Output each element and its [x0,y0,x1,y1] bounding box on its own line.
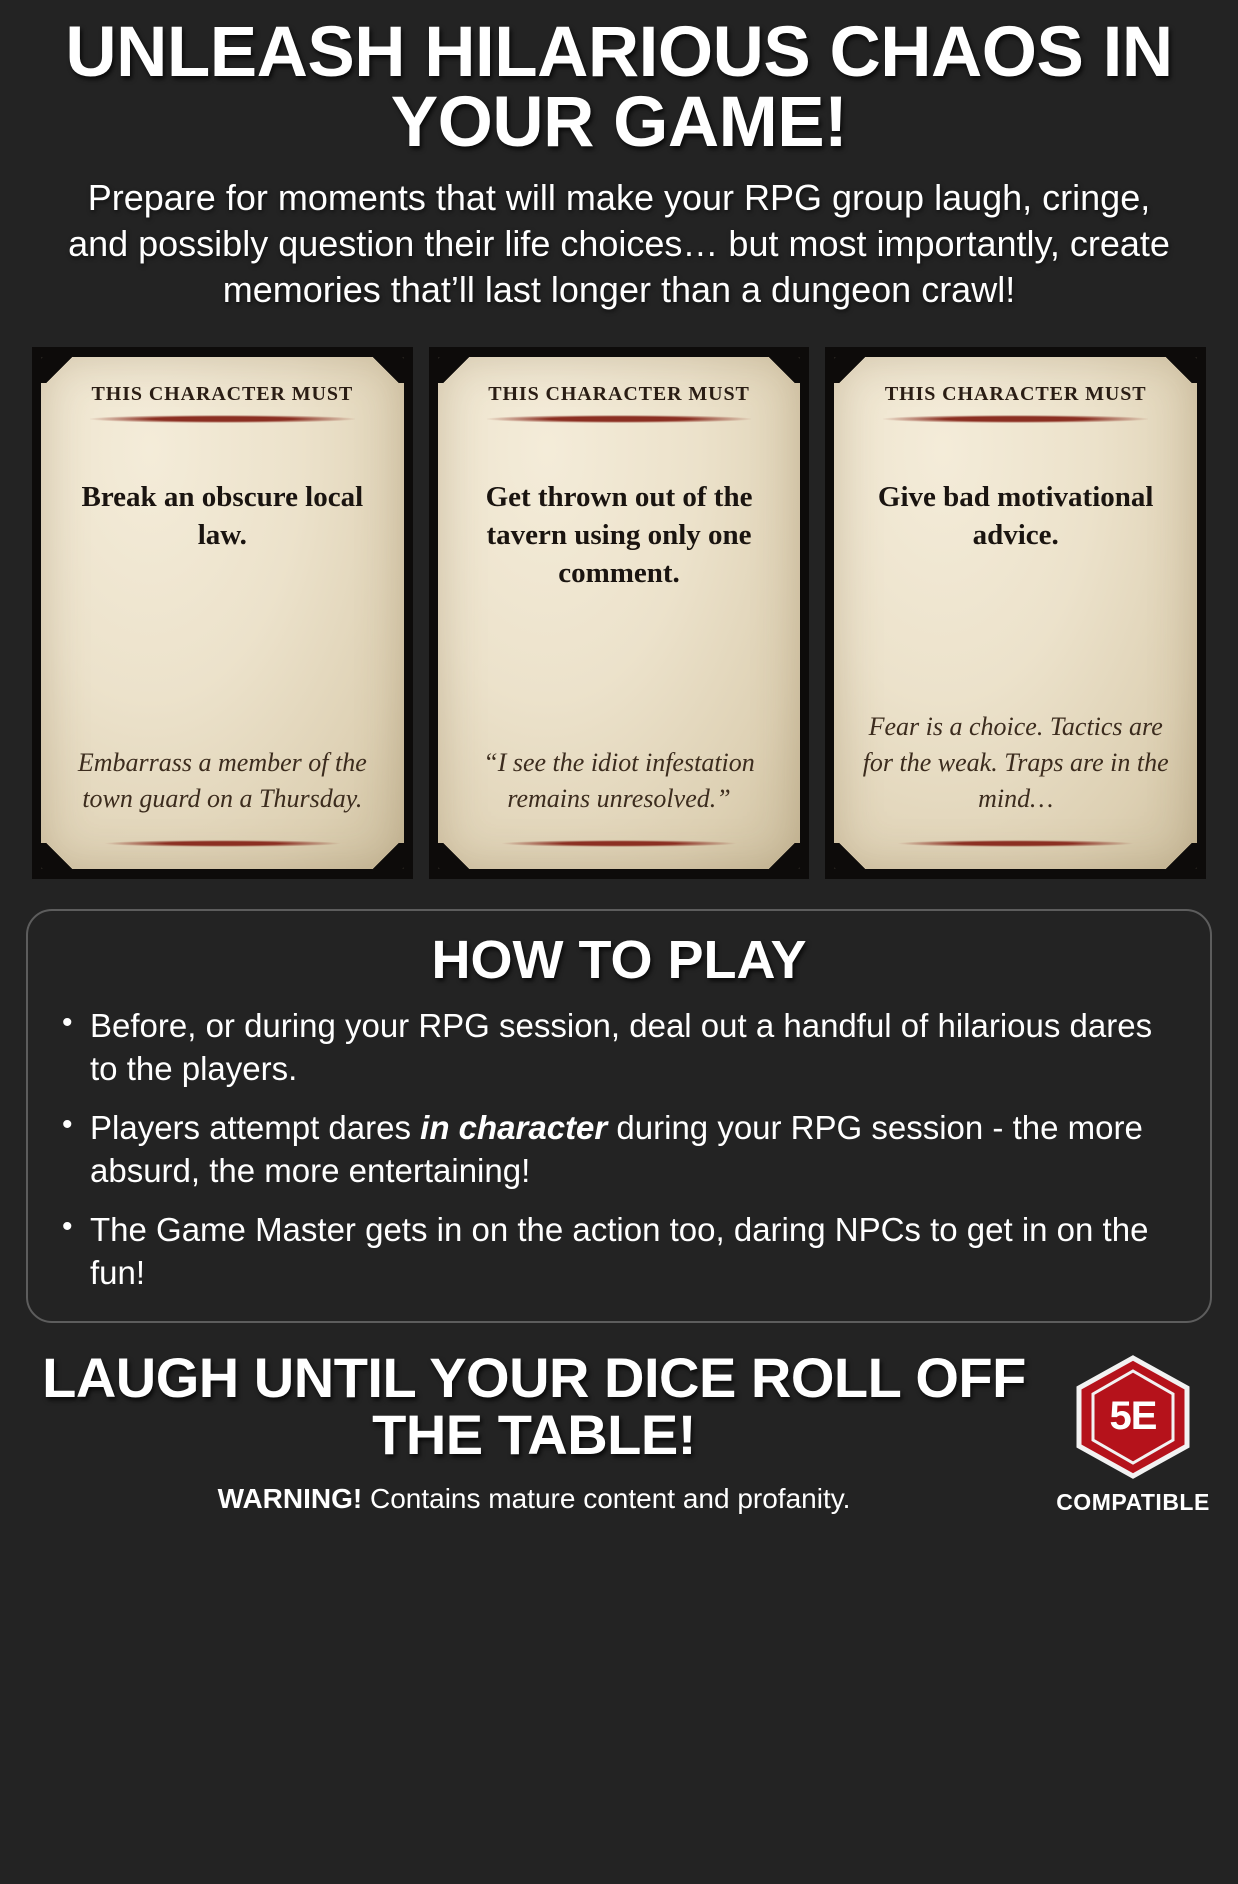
card-divider-bottom [500,840,739,847]
card-frame [429,347,810,879]
card-divider-bottom [896,840,1135,847]
list-item-emphasis: in character [420,1109,608,1147]
how-to-play-title: HOW TO PLAY [431,930,807,991]
corner-curl-icon [834,843,868,869]
content-warning [30,1483,1058,1515]
d20-icon [1073,1355,1193,1479]
page-title: UNLEASH HILARIOUS CHAOS IN YOUR GAME! [65,13,1173,162]
badge-sublabel: COMPATIBLE [1056,1488,1210,1515]
card-divider-top [883,415,1148,423]
badge-label: 5E [1109,1394,1157,1439]
list-item [54,1107,1184,1193]
card-flavor-text: Fear is a choice. Tactics are for the weak. Traps are in the mind… [862,711,1169,813]
card-header: THIS CHARACTER MUST [488,383,750,406]
dare-card[interactable] [41,357,404,869]
how-to-play-list [54,1005,1184,1294]
footer-title: LAUGH UNTIL YOUR DICE ROLL OFF THE TABLE! [42,1345,1026,1466]
footer-text-block [30,1345,1058,1515]
corner-curl-icon [41,843,75,869]
card-gallery [26,347,1212,879]
corner-curl-icon [766,843,800,869]
card-flavor-text: Embarrass a member of the town guard on a Thursday. [77,747,367,813]
page-subtitle: Prepare for moments that will make your RPG group laugh, cringe, and possibly question their life choices… but most importantly, create memories that’ll last longer than a dungeon crawl! [68,177,1170,311]
list-item [54,1209,1184,1295]
list-item-text: Before, or during your RPG session, deal out a handful of hilarious dares to the players. [90,1007,1153,1088]
corner-curl-icon [1163,843,1197,869]
card-divider-top [487,415,752,423]
how-to-play-panel [26,909,1212,1322]
card-divider-bottom [103,840,342,847]
dare-card[interactable] [834,357,1197,869]
content-warning-label: WARNING! [217,1482,363,1514]
card-header: THIS CHARACTER MUST [884,383,1147,406]
dare-card[interactable] [438,357,801,869]
list-item-text: Players attempt dares [90,1109,421,1147]
list-item-text-tail: during your RPG session - the more absurd, the more entertaining! [90,1109,1143,1190]
corner-curl-icon [438,843,472,869]
card-divider-top [90,415,355,423]
card-title: Get thrown out of the tavern using only one comment. [485,481,753,589]
card-title: Break an obscure local law. [81,481,364,552]
card-frame [825,347,1206,879]
compatibility-badge [1058,1355,1208,1516]
footer [26,1345,1212,1516]
content-warning-text: Contains mature content and profanity. [362,1482,851,1514]
corner-curl-icon [370,843,404,869]
list-item [54,1005,1184,1091]
card-header: THIS CHARACTER MUST [91,383,354,406]
list-item-text: The Game Master gets in on the action too, daring NPCs to get in on the fun! [90,1210,1149,1291]
card-title: Give bad motivational advice. [877,481,1154,552]
card-flavor-text: “I see the idiot infestation remains unresolved.” [483,747,755,813]
card-frame [32,347,413,879]
